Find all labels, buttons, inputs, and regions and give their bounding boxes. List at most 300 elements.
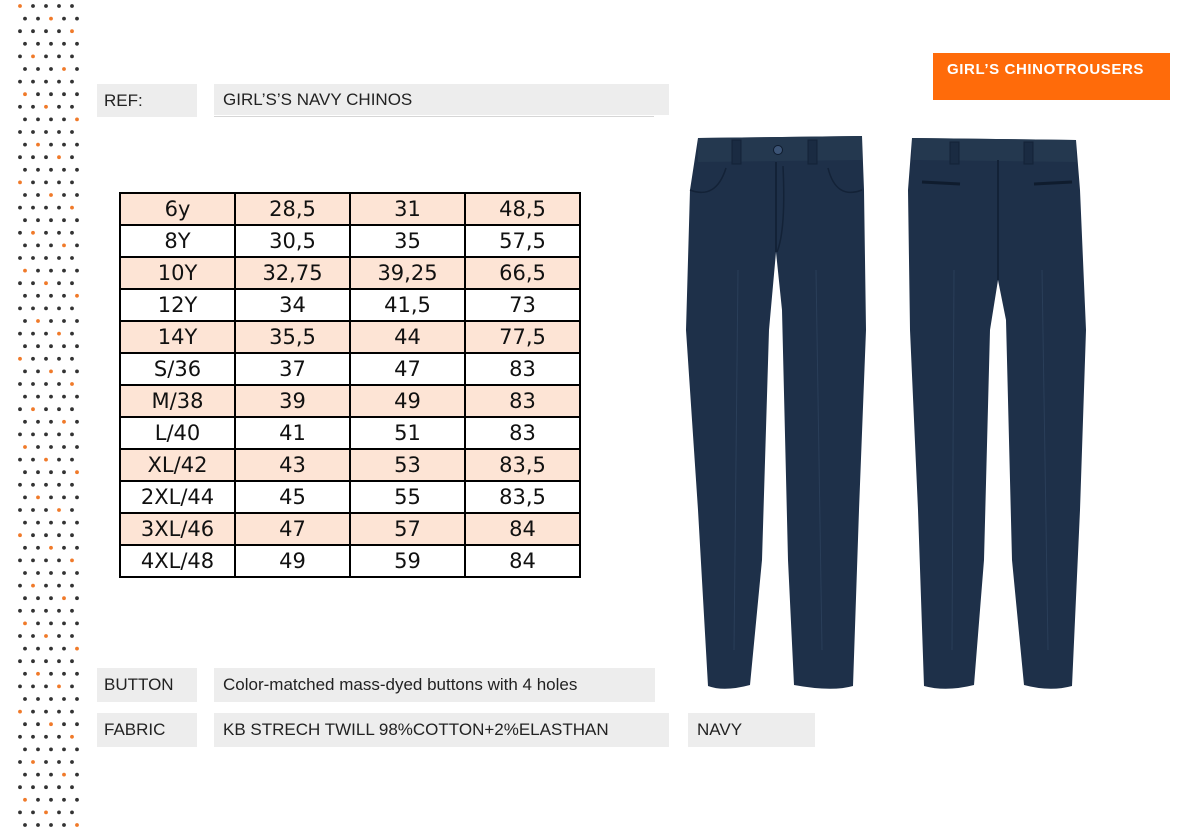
dot: [57, 231, 61, 235]
dot: [18, 735, 22, 739]
dot: [36, 470, 40, 474]
dot: [75, 17, 79, 21]
dot: [75, 420, 79, 424]
dot: [57, 29, 61, 33]
dot: [44, 760, 48, 764]
dot: [31, 735, 35, 739]
dot: [57, 80, 61, 84]
dot: [75, 168, 79, 172]
measurement-cell: 35,5: [235, 321, 350, 353]
dot: [18, 483, 22, 487]
dot: [75, 622, 79, 626]
dot: [18, 4, 22, 8]
dot: [75, 294, 79, 298]
dot: [23, 672, 27, 676]
dot: [75, 67, 79, 71]
size-label-cell: XL/42: [120, 449, 235, 481]
dot: [70, 256, 74, 260]
dot: [23, 294, 27, 298]
dot: [31, 281, 35, 285]
dot: [57, 584, 61, 588]
dot: [18, 559, 22, 563]
fabric-label: FABRIC: [97, 713, 197, 747]
dot: [18, 357, 22, 361]
dot: [44, 735, 48, 739]
dot: [18, 382, 22, 386]
dot: [75, 143, 79, 147]
dot: [31, 710, 35, 714]
dot: [62, 823, 66, 827]
dot: [62, 244, 66, 248]
dot: [57, 785, 61, 789]
dot: [49, 42, 53, 46]
dot: [70, 785, 74, 789]
dot: [36, 42, 40, 46]
size-label-cell: 4XL/48: [120, 545, 235, 577]
size-label-cell: S/36: [120, 353, 235, 385]
dot: [23, 143, 27, 147]
dot: [57, 559, 61, 563]
dot: [75, 496, 79, 500]
dot: [36, 773, 40, 777]
dot: [57, 4, 61, 8]
dot: [57, 433, 61, 437]
dot: [75, 748, 79, 752]
dot: [75, 546, 79, 550]
dot: [62, 622, 66, 626]
dot: [44, 155, 48, 159]
trousers-back-image: [900, 130, 1100, 695]
dot: [23, 546, 27, 550]
dot: [70, 685, 74, 689]
size-row: [120, 353, 580, 385]
measurement-cell: 35: [350, 225, 465, 257]
dot: [49, 92, 53, 96]
dot: [31, 332, 35, 336]
dot: [44, 181, 48, 185]
measurement-cell: 39: [235, 385, 350, 417]
measurement-cell: 45: [235, 481, 350, 513]
dot: [62, 344, 66, 348]
dot: [62, 470, 66, 474]
measurement-cell: 41: [235, 417, 350, 449]
dot: [23, 370, 27, 374]
dot: [31, 483, 35, 487]
dot: [36, 269, 40, 273]
dot: [31, 29, 35, 33]
dot: [49, 823, 53, 827]
dot: [70, 357, 74, 361]
dot: [36, 697, 40, 701]
dot: [57, 55, 61, 59]
size-row: [120, 385, 580, 417]
dot: [49, 269, 53, 273]
dot: [36, 370, 40, 374]
dot: [36, 67, 40, 71]
dot: [75, 395, 79, 399]
dot: [44, 811, 48, 815]
dot: [70, 332, 74, 336]
dot: [70, 584, 74, 588]
dot: [18, 55, 22, 59]
dot: [36, 571, 40, 575]
dot: [23, 496, 27, 500]
dot: [44, 307, 48, 311]
dot: [62, 370, 66, 374]
dot: [49, 168, 53, 172]
dot: [18, 634, 22, 638]
dot: [57, 760, 61, 764]
dot: [31, 458, 35, 462]
dot: [49, 445, 53, 449]
dot: [75, 521, 79, 525]
dot: [62, 92, 66, 96]
dot: [75, 269, 79, 273]
measurement-cell: 30,5: [235, 225, 350, 257]
dot: [23, 67, 27, 71]
dot: [62, 672, 66, 676]
measurement-cell: 84: [465, 545, 580, 577]
size-label-cell: 10Y: [120, 257, 235, 289]
dot: [62, 521, 66, 525]
dot: [18, 332, 22, 336]
dot: [62, 798, 66, 802]
size-label-cell: L/40: [120, 417, 235, 449]
dot: [57, 811, 61, 815]
dot: [49, 395, 53, 399]
size-row: [120, 481, 580, 513]
dot: [62, 67, 66, 71]
measurement-cell: 51: [350, 417, 465, 449]
dot: [23, 622, 27, 626]
size-label-cell: 3XL/46: [120, 513, 235, 545]
dot: [62, 596, 66, 600]
dot: [70, 559, 74, 563]
measurement-cell: 28,5: [235, 193, 350, 225]
dot: [62, 773, 66, 777]
dot: [23, 118, 27, 122]
dot: [31, 785, 35, 789]
dot: [18, 181, 22, 185]
dot: [70, 307, 74, 311]
measurement-cell: 48,5: [465, 193, 580, 225]
measurement-cell: 34: [235, 289, 350, 321]
size-row: [120, 257, 580, 289]
dot: [75, 647, 79, 651]
dot: [36, 798, 40, 802]
dot: [75, 697, 79, 701]
dot: [44, 55, 48, 59]
dot: [36, 344, 40, 348]
dot: [18, 155, 22, 159]
dot: [44, 130, 48, 134]
dot: [62, 546, 66, 550]
dot: [70, 735, 74, 739]
dot: [70, 4, 74, 8]
dot: [23, 420, 27, 424]
dot: [57, 181, 61, 185]
measurement-cell: 31: [350, 193, 465, 225]
size-label-cell: 14Y: [120, 321, 235, 353]
dot: [31, 4, 35, 8]
dot: [36, 748, 40, 752]
dot: [31, 559, 35, 563]
dot: [31, 533, 35, 537]
dot: [44, 29, 48, 33]
size-row: [120, 193, 580, 225]
dot: [36, 143, 40, 147]
dot: [75, 344, 79, 348]
measurement-cell: 83: [465, 417, 580, 449]
dot: [23, 395, 27, 399]
dot: [18, 231, 22, 235]
dot: [57, 357, 61, 361]
dot: [75, 470, 79, 474]
dot: [62, 118, 66, 122]
dot: [49, 571, 53, 575]
dot: [31, 634, 35, 638]
dot: [49, 521, 53, 525]
size-label-cell: M/38: [120, 385, 235, 417]
dot: [31, 80, 35, 84]
size-row: [120, 417, 580, 449]
size-label-cell: 2XL/44: [120, 481, 235, 513]
dot: [44, 559, 48, 563]
dot: [23, 218, 27, 222]
dot: [36, 546, 40, 550]
dot: [62, 193, 66, 197]
dot: [62, 168, 66, 172]
dot: [18, 256, 22, 260]
dot: [49, 697, 53, 701]
dot: [70, 659, 74, 663]
dot: [57, 281, 61, 285]
measurement-cell: 47: [235, 513, 350, 545]
dot: [18, 105, 22, 109]
dot: [18, 609, 22, 613]
dot: [49, 118, 53, 122]
dot: [36, 118, 40, 122]
dot: [70, 130, 74, 134]
dot: [62, 395, 66, 399]
size-row: [120, 321, 580, 353]
measurement-cell: 55: [350, 481, 465, 513]
button-label: BUTTON: [97, 668, 197, 702]
dot: [49, 470, 53, 474]
measurement-cell: 57: [350, 513, 465, 545]
dot: [23, 168, 27, 172]
dot: [18, 584, 22, 588]
dot: [36, 496, 40, 500]
dot: [57, 609, 61, 613]
measurement-cell: 39,25: [350, 257, 465, 289]
dot: [18, 130, 22, 134]
measurement-cell: 66,5: [465, 257, 580, 289]
dot: [36, 244, 40, 248]
dot: [70, 105, 74, 109]
dot: [70, 181, 74, 185]
dot: [49, 647, 53, 651]
dot: [18, 685, 22, 689]
dot: [75, 244, 79, 248]
dot: [70, 533, 74, 537]
measurement-cell: 57,5: [465, 225, 580, 257]
dot: [49, 67, 53, 71]
dot: [36, 596, 40, 600]
dot: [31, 130, 35, 134]
dot: [23, 92, 27, 96]
dot: [44, 533, 48, 537]
dot: [31, 685, 35, 689]
dot: [18, 307, 22, 311]
dot: [23, 722, 27, 726]
dot: [31, 407, 35, 411]
dot: [44, 659, 48, 663]
measurement-cell: 53: [350, 449, 465, 481]
dot: [57, 256, 61, 260]
measurement-cell: 37: [235, 353, 350, 385]
dot: [18, 206, 22, 210]
dot: [31, 609, 35, 613]
dot: [31, 659, 35, 663]
ref-underline: [214, 116, 654, 117]
dot: [70, 155, 74, 159]
ref-label: REF:: [97, 84, 197, 117]
dot: [23, 42, 27, 46]
measurement-cell: 83: [465, 353, 580, 385]
measurement-cell: 83,5: [465, 481, 580, 513]
dot: [23, 773, 27, 777]
dot: [31, 382, 35, 386]
dot: [49, 420, 53, 424]
dot: [70, 634, 74, 638]
dot: [75, 773, 79, 777]
dot: [70, 483, 74, 487]
dot: [49, 319, 53, 323]
dot: [57, 634, 61, 638]
dot: [70, 80, 74, 84]
product-category-badge: GIRL’S CHINOTROUSERS: [933, 53, 1170, 100]
dot: [57, 508, 61, 512]
dot: [44, 105, 48, 109]
measurement-cell: 84: [465, 513, 580, 545]
ref-value: GIRL’S’S NAVY CHINOS: [214, 84, 669, 115]
dot: [49, 496, 53, 500]
dot: [75, 672, 79, 676]
dot: [62, 748, 66, 752]
dot: [36, 294, 40, 298]
dot: [57, 407, 61, 411]
dot: [44, 231, 48, 235]
dot: [18, 407, 22, 411]
dot: [70, 29, 74, 33]
size-row: [120, 289, 580, 321]
dot: [31, 357, 35, 361]
dot: [31, 155, 35, 159]
dot: [62, 571, 66, 575]
dot: [36, 420, 40, 424]
dot: [23, 244, 27, 248]
trousers-front-image: [676, 130, 876, 695]
dot: [31, 508, 35, 512]
dot: [23, 596, 27, 600]
dot: [36, 168, 40, 172]
dot: [36, 722, 40, 726]
dot: [18, 785, 22, 789]
dot: [62, 697, 66, 701]
size-row: [120, 225, 580, 257]
dot: [44, 206, 48, 210]
dot: [36, 445, 40, 449]
dot: [70, 760, 74, 764]
dot: [44, 785, 48, 789]
dot: [57, 155, 61, 159]
dot: [62, 722, 66, 726]
dot: [18, 659, 22, 663]
measurement-cell: 32,75: [235, 257, 350, 289]
dot: [49, 722, 53, 726]
dot: [49, 672, 53, 676]
dot: [75, 218, 79, 222]
dot: [49, 370, 53, 374]
dot: [23, 269, 27, 273]
dot: [49, 143, 53, 147]
dot: [23, 344, 27, 348]
dot: [57, 735, 61, 739]
dot: [36, 395, 40, 399]
measurement-cell: 83: [465, 385, 580, 417]
dot: [31, 811, 35, 815]
dot: [49, 798, 53, 802]
dot: [18, 508, 22, 512]
dot: [62, 647, 66, 651]
dot: [44, 4, 48, 8]
dot: [23, 17, 27, 21]
dot: [57, 533, 61, 537]
dot: [70, 281, 74, 285]
size-row: [120, 449, 580, 481]
dot: [23, 521, 27, 525]
dot: [70, 55, 74, 59]
dot: [31, 433, 35, 437]
dot: [36, 17, 40, 21]
dot: [44, 382, 48, 386]
dot: [75, 319, 79, 323]
dot: [57, 659, 61, 663]
dot: [31, 181, 35, 185]
dot: [62, 269, 66, 273]
dot: [44, 357, 48, 361]
dot: [36, 218, 40, 222]
dot: [75, 798, 79, 802]
dot: [57, 307, 61, 311]
dot: [36, 672, 40, 676]
dot: [62, 294, 66, 298]
dot: [18, 458, 22, 462]
measurement-cell: 77,5: [465, 321, 580, 353]
size-label-cell: 6y: [120, 193, 235, 225]
dot: [44, 483, 48, 487]
dot: [70, 609, 74, 613]
dot: [62, 420, 66, 424]
dot: [44, 332, 48, 336]
dot: [57, 710, 61, 714]
dot: [36, 319, 40, 323]
dot: [62, 143, 66, 147]
dot: [31, 307, 35, 311]
dot: [36, 622, 40, 626]
dot: [57, 130, 61, 134]
